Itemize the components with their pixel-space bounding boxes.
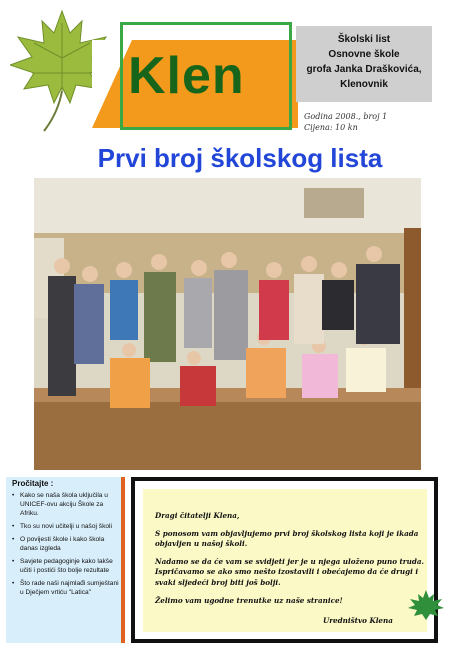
letter-signature: Uredništvo Klena <box>323 616 393 625</box>
letter-paragraph: S ponosom vam objavljujemo prvi broj školskog lista koji je ikada objavljen u našoj školi. <box>155 528 419 549</box>
sidebar-list <box>10 491 120 601</box>
letter-greeting: Dragi čitatelji Klena, <box>155 511 240 520</box>
letter-body <box>155 511 425 613</box>
sidebar-title: Pročitajte : <box>12 479 54 488</box>
school-line-1: Školski list <box>337 34 391 45</box>
school-line-2: Osnovne škole <box>328 49 400 60</box>
page-headline: Prvi broj školskog lista <box>97 143 383 173</box>
school-line-4: Klenovnik <box>340 79 388 90</box>
school-line-3: grofa Janka Draškovića, <box>306 64 422 75</box>
issue-price: Cijena: 10 kn <box>304 123 358 132</box>
letter-paragraph: Nadamo se da će vam se svidjeti jer je u njega uloženo puno truda. Ispričavamo se ako smo nešto izostavili i obećajemo da će drugi i svaki sljedeći broj biti još bolji. <box>155 556 425 587</box>
letter-paragraph: Želimo vam ugodne trenutke uz naše stranice! <box>155 595 343 605</box>
sidebar-contents <box>6 477 125 643</box>
issue-number: Godina 2008., broj 1 <box>304 112 388 121</box>
small-maple-leaf-icon <box>408 588 444 620</box>
sidebar-item: • Što rade naši najmlađi sumještani u Dječjem vrtiću "Latica" <box>10 579 120 597</box>
school-info-box <box>296 26 432 102</box>
sidebar-item: • Kako se naša škola uključila u UNICEF-ovu akciju Škole za Afriku. <box>10 491 120 518</box>
issue-info <box>304 111 387 133</box>
masthead-title: Klen <box>128 47 245 105</box>
letter-background <box>143 489 427 632</box>
editorial-letter <box>131 477 438 643</box>
sidebar-item: • Savjete pedagoginje kako lakše učiti i postići što bolje rezultate <box>10 557 120 575</box>
sidebar-item: • Tko su novi učitelji u našoj školi <box>10 522 120 531</box>
group-photo <box>34 178 421 470</box>
sidebar-item: • O povijesti škole i kako škola danas izgleda <box>10 535 120 553</box>
